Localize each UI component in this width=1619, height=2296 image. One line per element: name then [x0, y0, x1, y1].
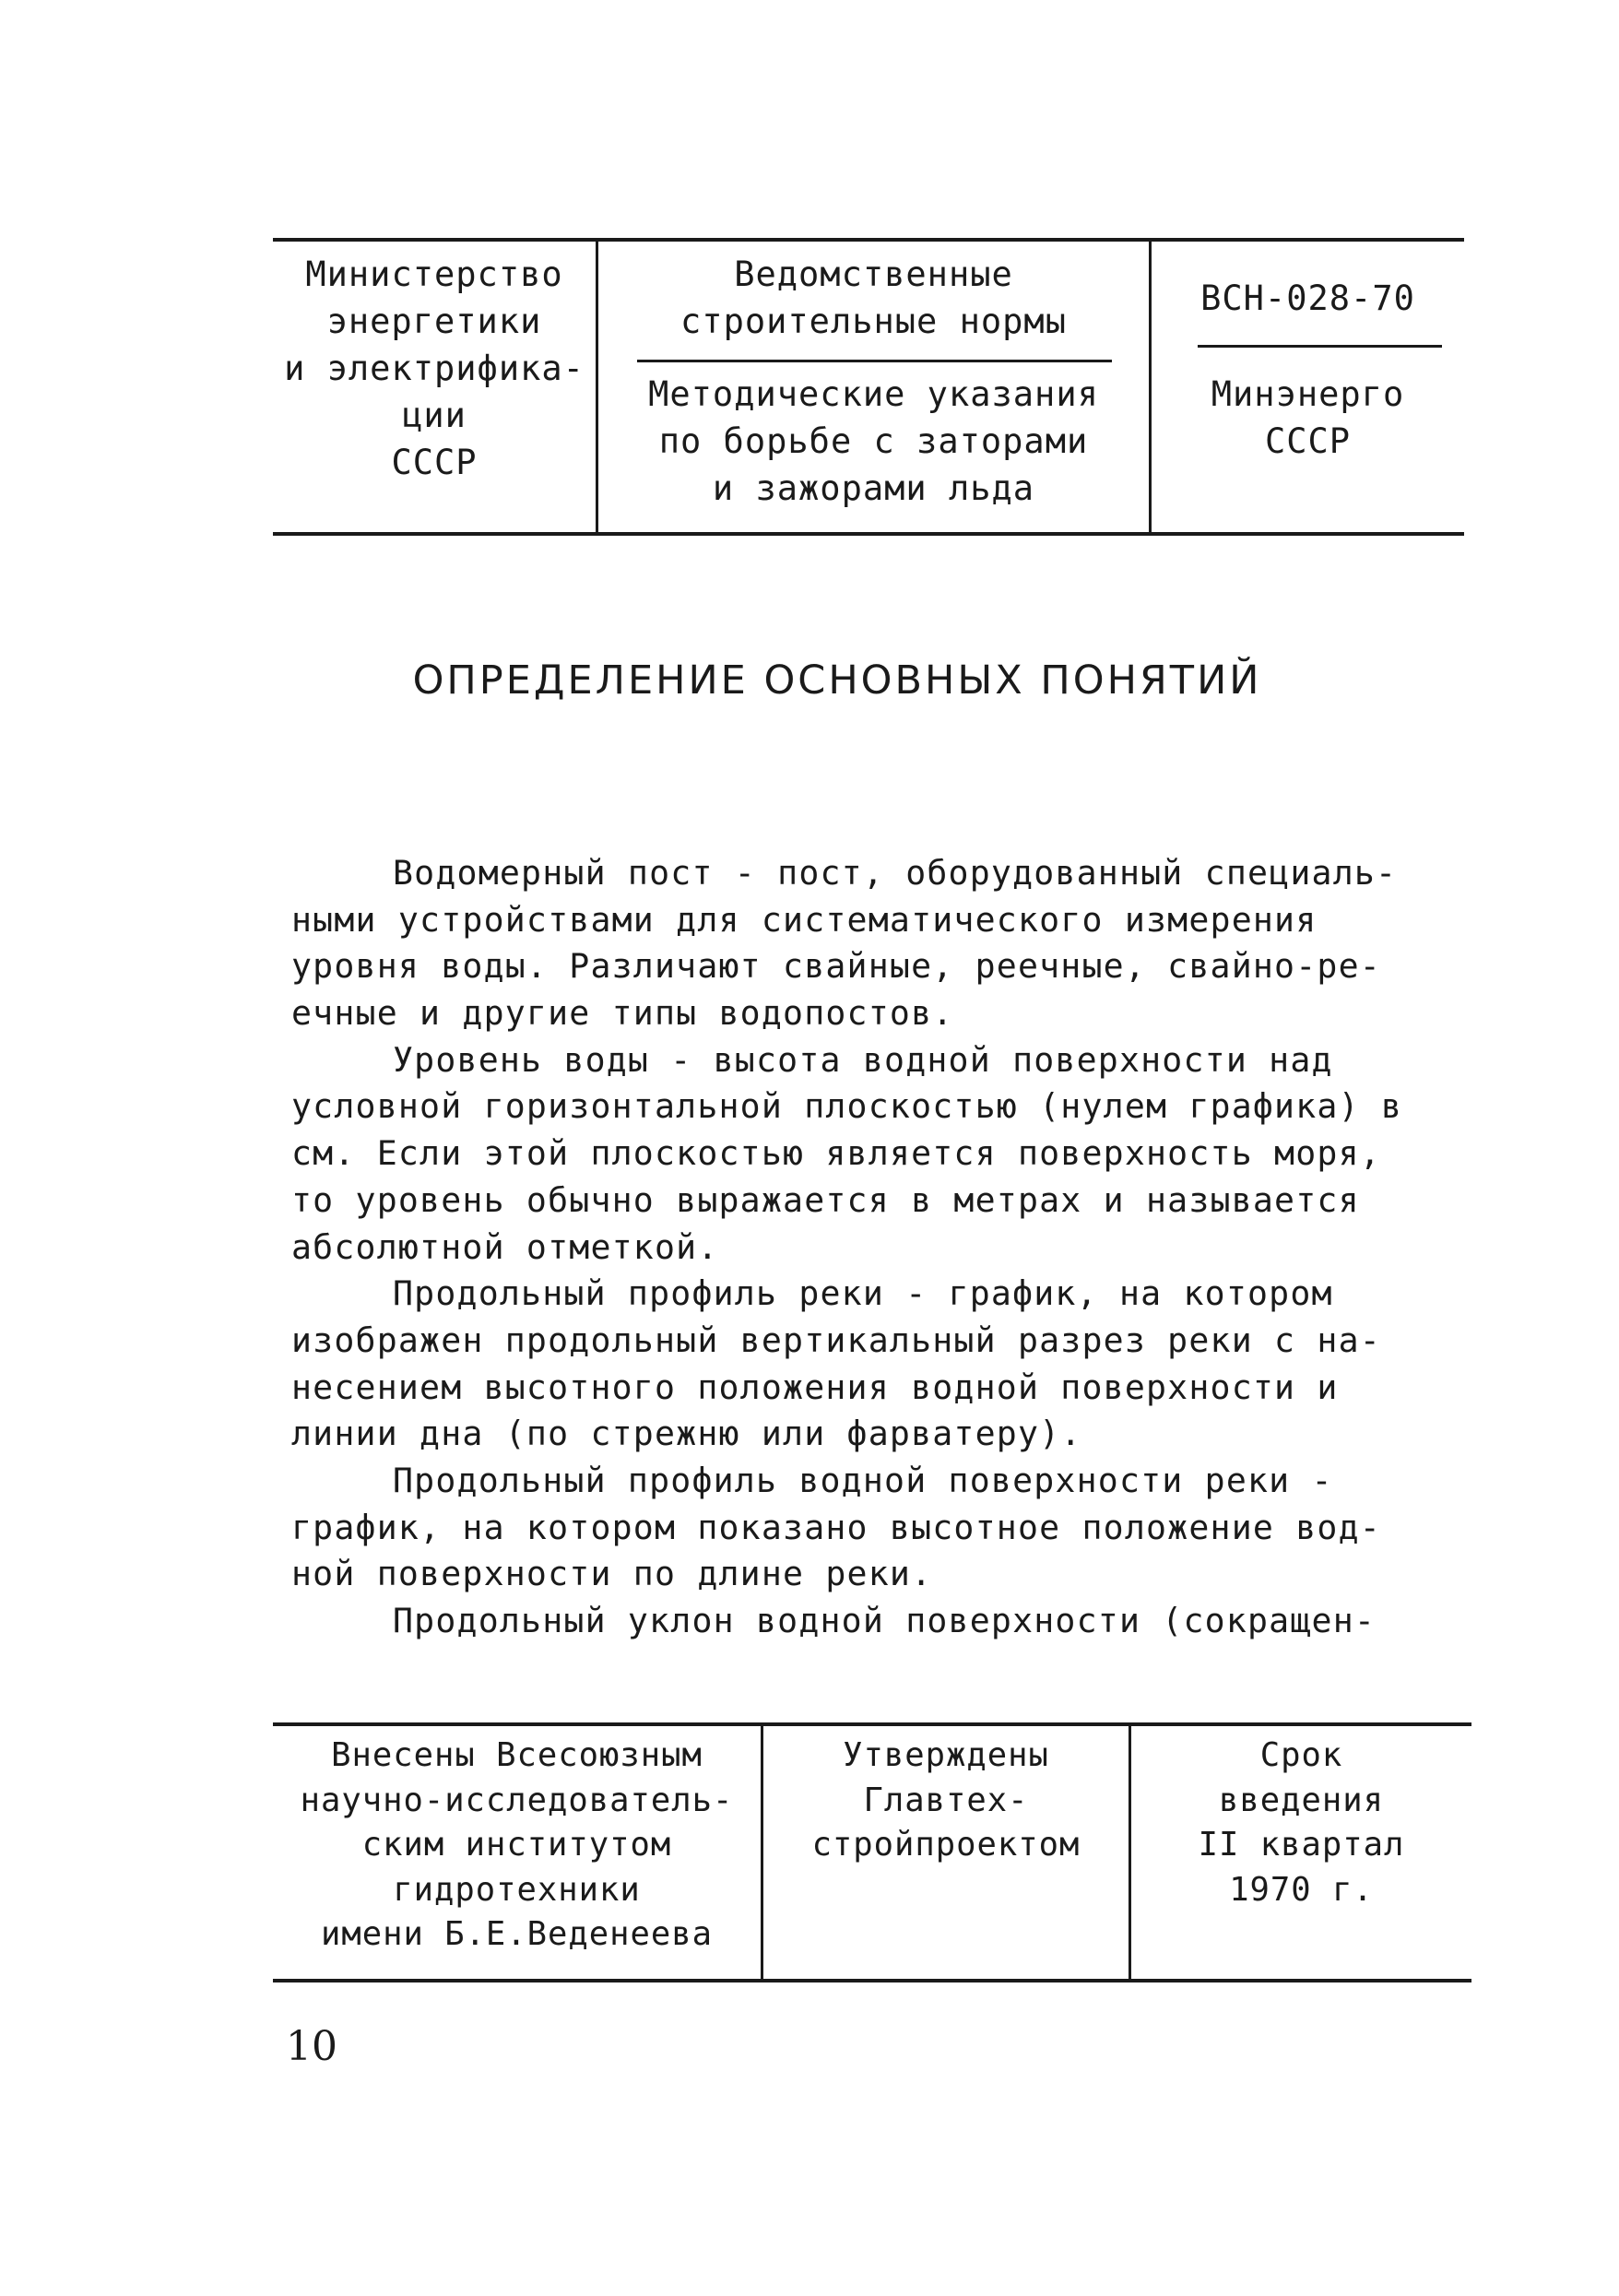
header-ministry-line: ции [402, 396, 467, 435]
footer-submitted-by-line: ским институтом [361, 1826, 672, 1864]
body-line: абсолютной отметкой. [291, 1226, 719, 1267]
header-ministry-line: СССР [391, 443, 478, 482]
body-line: см. Если этой плоскостью является поверхность моря, [291, 1133, 1381, 1174]
header-document-code-text: ВСН-028-70 [1200, 278, 1415, 318]
header-issuer [1152, 371, 1464, 465]
body-line: то уровень обычно выражается в метрах и называется [291, 1179, 1360, 1220]
header-document-title-line: и зажорами льда [712, 468, 1035, 508]
section-title: ОПРЕДЕЛЕНИЕ ОСНОВНЫХ ПОНЯТИЙ [412, 657, 1262, 704]
body-line: Продольный уклон водной поверхности (сокращен- [393, 1601, 1377, 1640]
header-ministry-line: и электрифика- [284, 349, 585, 388]
header-issuer-line: Минэнерго [1211, 374, 1405, 414]
header-document-code [1152, 275, 1464, 322]
footer-submitted-by-line: Внесены Всесоюзным [331, 1736, 703, 1774]
footer-submitted-by-line: гидротехники [393, 1870, 641, 1909]
header-middle-divider [637, 360, 1112, 362]
body-text [291, 850, 1481, 1645]
body-line: уровня воды. Различают свайные, реечные, свайно-ре- [291, 946, 1381, 987]
body-line: график, на котором показано высотное положение вод- [291, 1507, 1381, 1547]
body-line: условной горизонтальной плоскостью (нулем графика) в [291, 1086, 1403, 1127]
footer-submitted-by-line: имени Б.Е.Веденеева [320, 1915, 714, 1953]
header-document-title [598, 371, 1149, 512]
body-line: ной поверхности по длине реки. [291, 1554, 933, 1594]
footer-approved-by [763, 1734, 1129, 1868]
body-line: ными устройствами для систематического измерения [291, 899, 1318, 940]
body-line: линии дна (по стрежню или фарватеру). [291, 1414, 1082, 1454]
header-ministry [273, 251, 596, 486]
header-document-type-line: строительные нормы [680, 302, 1067, 341]
body-line: несением высотного положения водной поверхности и [291, 1367, 1339, 1407]
footer-approved-by-line: стройпроектом [811, 1826, 1081, 1864]
header-document-type-line: Ведомственные [734, 254, 1013, 294]
body-line: изображен продольный вертикальный разрез реки с на- [291, 1320, 1381, 1360]
header-issuer-line: СССР [1264, 421, 1352, 461]
header-ministry-line: энергетики [326, 302, 542, 341]
footer-effective-date-line: введения [1219, 1781, 1384, 1819]
footer-approved-by-line: Главтех- [863, 1781, 1029, 1819]
body-line: Продольный профиль водной поверхности реки - [393, 1460, 1333, 1500]
footer-table [273, 1722, 1471, 1982]
body-line: Водомерный пост - пост, оборудованный специаль- [393, 853, 1398, 893]
body-line: Уровень воды - высота водной поверхности над [393, 1039, 1333, 1080]
footer-effective-date-line: II квартал [1198, 1826, 1405, 1864]
footer-approved-by-line: Утверждены [843, 1736, 1049, 1774]
body-line: Продольный профиль реки - график, на котором [393, 1273, 1333, 1314]
footer-effective-date-line: Срок [1259, 1736, 1343, 1774]
header-ministry-line: Министерство [305, 254, 563, 294]
header-document-title-line: Методические указания [648, 374, 1099, 414]
header-document-title-line: по борьбе с заторами [658, 421, 1089, 461]
footer-submitted-by-line: научно-исследователь- [300, 1781, 734, 1819]
header-document-type [598, 251, 1149, 345]
footer-effective-date-line: 1970 г. [1229, 1870, 1374, 1909]
page-number: 10 [286, 2023, 337, 2070]
footer-effective-date [1131, 1734, 1471, 1912]
body-line: ечные и другие типы водопостов. [291, 993, 954, 1034]
footer-submitted-by [273, 1734, 761, 1958]
header-table [273, 238, 1464, 536]
header-right-divider [1198, 345, 1442, 348]
